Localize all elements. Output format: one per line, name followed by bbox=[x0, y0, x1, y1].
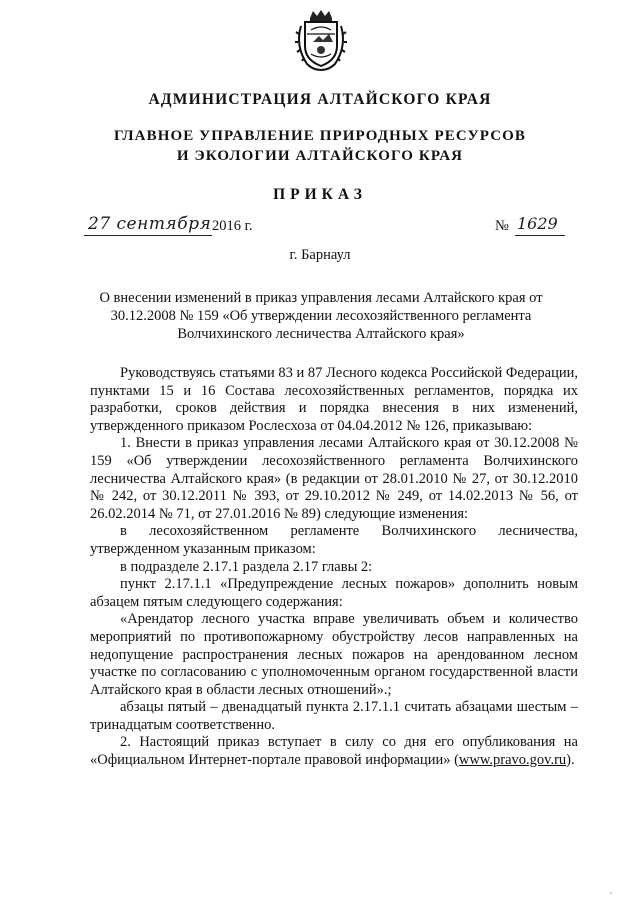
administration-title: АДМИНИСТРАЦИЯ АЛТАЙСКОГО КРАЯ bbox=[148, 91, 492, 108]
order-subject: О внесении изменений в приказ управления лесами Алтайского края от 30.12.2008 № 159 «Об утверждении лесохозяйственного регламента Волчихинского лесничества Алтайского края» bbox=[99, 290, 543, 342]
city: г. Барнаул bbox=[289, 247, 351, 263]
paragraph-quote: «Арендатор лесного участка вправе увеличивать объем и количество мероприятий по противопожарному обустройству лесов направленных на недопущение распространения лесных пожаров на арендованном лесном участке по согласованию с уполномоченным органом государственной власти Алтайского края в области лесных отношений».; bbox=[90, 611, 578, 698]
date-year: 2016 г. bbox=[212, 218, 253, 234]
item-2-end: ). bbox=[566, 752, 575, 769]
paragraph-item-1: 1. Внести в приказ управления лесами Алтайского края от 30.12.2008 № 159 «Об утверждении лесохозяйственного регламента Волчихинского лесничества Алтайского края» (в редакции от 28.01.2010 № 27, от 30.12.2010 № 242, от 30.12.2011 № 393, от 29.10.2012 № 249, от 14.02.2013 № 56, от 26.02.2014 № 71, от 27.01.2016 № 89) следующие изменения: bbox=[90, 435, 578, 522]
order-number bbox=[495, 214, 575, 238]
date-underline bbox=[84, 235, 212, 236]
handwritten-number: 1629 bbox=[517, 214, 558, 233]
pravo-link[interactable]: www.pravo.gov.ru bbox=[458, 752, 567, 769]
item-2-text: 2. Настоящий приказ вступает в силу со дня его опубликования на «Официальном Интернет-портале правовой информации» ( bbox=[90, 734, 578, 769]
paragraph-item-2 bbox=[90, 734, 578, 769]
scan-speck bbox=[610, 892, 612, 894]
department-title-line1: ГЛАВНОЕ УПРАВЛЕНИЕ ПРИРОДНЫХ РЕСУРСОВ bbox=[114, 128, 526, 144]
handwritten-date: 27 сентября bbox=[88, 214, 212, 234]
document-type-title: ПРИКАЗ bbox=[273, 186, 367, 203]
order-body bbox=[90, 365, 578, 770]
paragraph-renumber: абзацы пятый – двенадцатый пункта 2.17.1.1 считать абзацами шестым – тринадцатым соответственно. bbox=[90, 699, 578, 733]
paragraph-subsection: в подразделе 2.17.1 раздела 2.17 главы 2: bbox=[120, 558, 373, 575]
number-sign: № bbox=[495, 218, 509, 234]
paragraph-regulation: в лесохозяйственном регламенте Волчихинского лесничества, утвержденном указанным приказом: bbox=[90, 523, 578, 557]
number-underline bbox=[515, 235, 565, 236]
department-title-line2: И ЭКОЛОГИИ АЛТАЙСКОГО КРАЯ bbox=[176, 148, 464, 164]
altai-krai-coat-of-arms-icon bbox=[293, 8, 349, 72]
paragraph-preamble: Руководствуясь статьями 83 и 87 Лесного кодекса Российской Федерации, пунктами 15 и 16 Состава лесохозяйственных регламентов, порядка их разработки, сроков действия и порядка внесения в них изменений, утвержденного приказом Рослесхоза от 04.04.2012 № 126, приказываю: bbox=[90, 365, 578, 434]
paragraph-clause: пункт 2.17.1.1 «Предупреждение лесных пожаров» дополнить новым абзацем пятым следующего содержания: bbox=[90, 576, 578, 610]
order-date bbox=[84, 216, 269, 238]
